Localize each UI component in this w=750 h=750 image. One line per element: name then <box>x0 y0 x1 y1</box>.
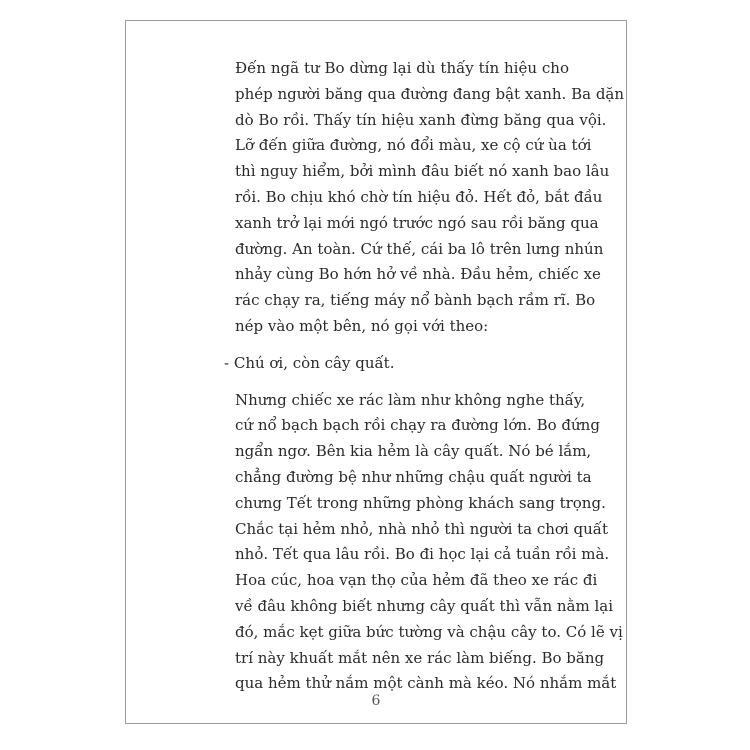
text-line: trí này khuất mắt nên xe rác làm biếng. Bo băng <box>235 648 605 667</box>
dialogue-line <box>202 351 569 377</box>
text-line: nhảy cùng Bo hớn hở về nhà. Đầu hẻm, chiếc xe <box>235 265 601 284</box>
text-line: Chắc tại hẻm nhỏ, nhà nhỏ thì người ta chơi quất <box>235 519 609 538</box>
text-line: thì nguy hiểm, bởi mình đâu biết nó xanh bao lâu <box>235 162 610 181</box>
text-line: rồi. Bo chịu khó chờ tín hiệu đỏ. Hết đỏ, bắt đầu <box>235 187 603 206</box>
text-line: đó, mắc kẹt giữa bức tường và chậu cây to. Có lẽ vị <box>235 622 623 641</box>
text-line: Nhưng chiếc xe rác làm như không nghe thấy, <box>235 390 586 409</box>
paragraph-1 <box>202 56 625 340</box>
text-line: về đâu không biết nhưng cây quất thì vẫn nằm lại <box>235 596 614 615</box>
text-line: rác chạy ra, tiếng máy nổ bành bạch rầm rĩ. Bo <box>235 291 596 310</box>
text-line: chẳng đường bệ như những chậu quất người ta <box>235 467 592 486</box>
text-line: phép người băng qua đường đang bật xanh. Ba dặn <box>235 84 625 103</box>
book-page <box>125 20 627 724</box>
text-line: nhỏ. Tết qua lâu rồi. Bo đi học lại cả tuần rồi mà. <box>235 545 610 564</box>
page-body-text <box>202 56 625 708</box>
text-line: ngẩn ngơ. Bên kia hẻm là cây quất. Nó bé lắm, <box>235 442 592 461</box>
text-line: nép vào một bên, nó gọi với theo: <box>235 316 489 335</box>
text-line: cứ nổ bạch bạch rồi chạy ra đường lớn. Bo đứng <box>235 416 600 435</box>
text-line: Đến ngã tư Bo dừng lại dù thấy tín hiệu cho <box>235 59 569 77</box>
text-line: Lỡ đến giữa đường, nó đổi màu, xe cộ cứ ùa tới <box>235 136 592 155</box>
text-line: Hoa cúc, hoa vạn thọ của hẻm đã theo xe rác đi <box>235 571 598 590</box>
text-line: qua hẻm thử nắm một cành mà kéo. Nó nhắm mắt <box>235 674 617 693</box>
page-number: 6 <box>371 693 381 709</box>
text-line: - Chú ơi, còn cây quất. <box>224 353 395 372</box>
paragraph-2 <box>202 388 623 698</box>
text-line: dò Bo rồi. Thấy tín hiệu xanh đừng băng qua vội. <box>235 110 607 129</box>
text-line: chưng Tết trong những phòng khách sang trọng. <box>235 493 606 512</box>
text-line: xanh trở lại mới ngó trước ngó sau rồi băng qua <box>235 213 599 232</box>
text-line: đường. An toàn. Cứ thế, cái ba lô trên lưng nhún <box>235 239 604 258</box>
